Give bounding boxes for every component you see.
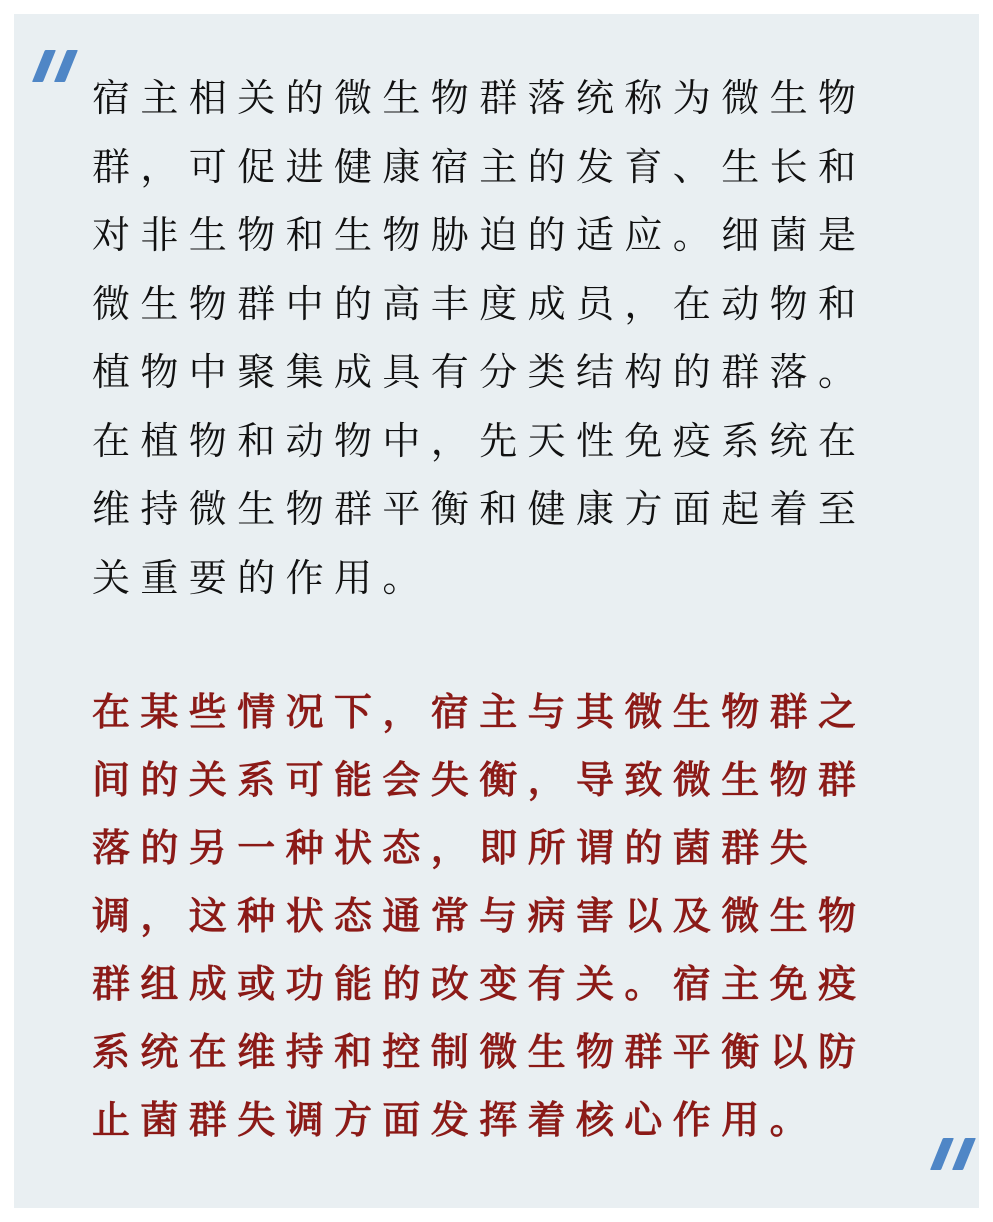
highlight-paragraph: 在某些情况下，宿主与其微生物群之间的关系可能会失衡，导致微生物群落的另一种状态，即所谓的菌群失调，这种状态通常与病害以及微生物群组成或功能的改变有关。宿主免疫系统在维持和控制微生物群平衡以防止菌群失调方面发挥着核心作用。	[92, 690, 867, 1142]
quote-close-bar	[930, 1138, 954, 1170]
body-paragraph: 宿主相关的微生物群落统称为微生物群，可促进健康宿主的发育、生长和对非生物和生物胁迫的适应。细菌是微生物群中的高丰度成员，在动物和植物中聚集成具有分类结构的群落。在植物和动物中，先天性免疫系统在维持微生物群平衡和健康方面起着至关重要的作用。	[92, 76, 867, 600]
quote-open-bar	[54, 50, 78, 82]
quote-open-icon	[22, 50, 82, 90]
quote-open-bar	[32, 50, 56, 82]
quote-close-bar	[952, 1138, 976, 1170]
quote-close-icon	[920, 1138, 980, 1178]
